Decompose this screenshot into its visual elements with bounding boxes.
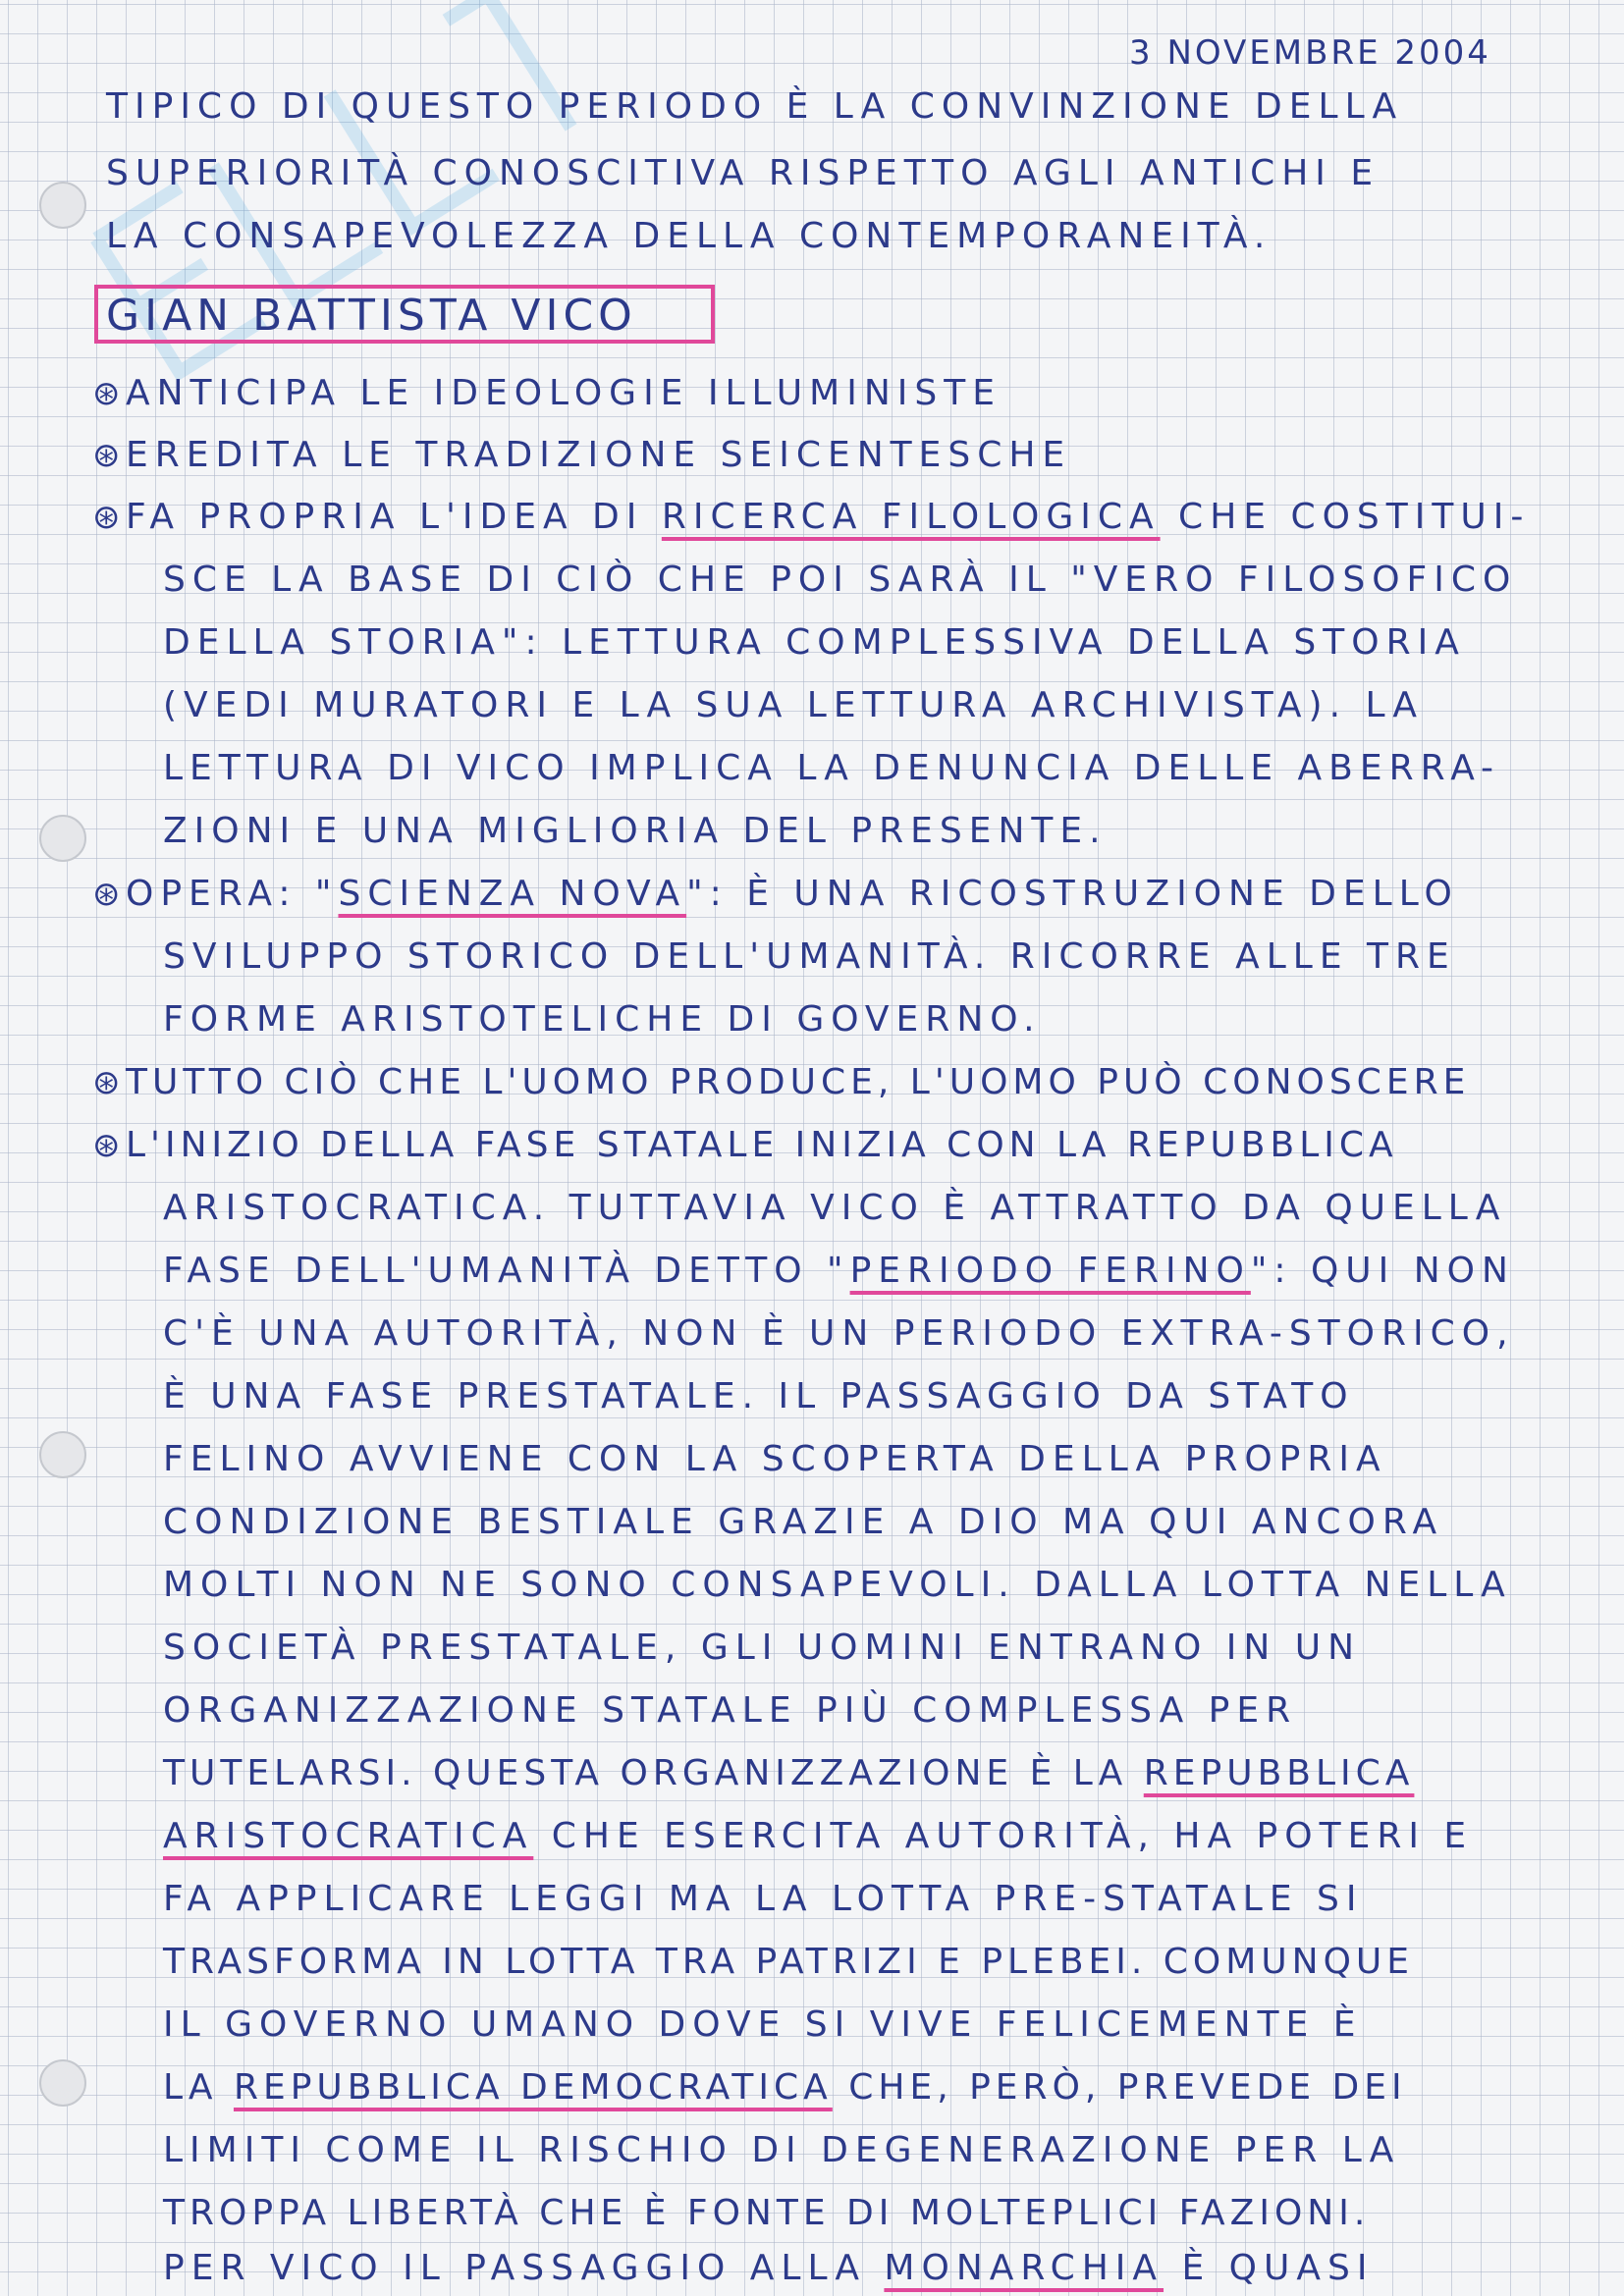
bullet-line: ⊛ TUTTO CIÒ CHE L'UOMO PRODUCE, L'UOMO PUÒ CONOSCERE bbox=[92, 1062, 1471, 1102]
text-line: (VEDI MURATORI E LA SUA LETTURA ARCHIVISTA). LA bbox=[163, 685, 1424, 725]
text-line: PER VICO IL PASSAGGIO ALLA MONARCHIA È QUASI bbox=[163, 2248, 1375, 2288]
asterisk-bullet-icon: ⊛ bbox=[92, 875, 121, 914]
text-line: ARISTOCRATICA. TUTTAVIA VICO È ATTRATTO DA QUELLA bbox=[163, 1188, 1507, 1228]
text-line: CONDIZIONE BESTIALE GRAZIE A DIO MA QUI ANCORA bbox=[163, 1502, 1444, 1542]
text-line: ARISTOCRATICA CHE ESERCITA AUTORITÀ, HA POTERI E bbox=[163, 1816, 1474, 1856]
bullet-line: ⊛ FA PROPRIA L'IDEA DI RICERCA FILOLOGICA CHE COSTITUI- bbox=[92, 497, 1531, 537]
underlined-term: REPUBBLICA bbox=[1143, 1753, 1415, 1793]
text-line: FORME ARISTOTELICHE DI GOVERNO. bbox=[163, 999, 1042, 1040]
text-line: È UNA FASE PRESTATALE. IL PASSAGGIO DA STATO bbox=[163, 1376, 1355, 1416]
underlined-term: MONARCHIA bbox=[884, 2248, 1164, 2288]
asterisk-bullet-icon: ⊛ bbox=[92, 498, 121, 537]
section-heading: GIAN BATTISTA VICO bbox=[106, 291, 637, 341]
underlined-term: SCIENZA NOVA bbox=[338, 874, 687, 914]
text-line: LIMITI COME IL RISCHIO DI DEGENERAZIONE PER LA bbox=[163, 2130, 1401, 2170]
bullet-line: ⊛ L'INIZIO DELLA FASE STATALE INIZIA CON LA REPUBBLICA bbox=[92, 1125, 1398, 1165]
text-line: FASE DELL'UMANITÀ DETTO "PERIODO FERINO": QUI NON bbox=[163, 1251, 1515, 1291]
underlined-term: ARISTOCRATICA bbox=[163, 1816, 534, 1856]
text-line: TUTELARSI. QUESTA ORGANIZZAZIONE È LA REPUBBLICA bbox=[163, 1753, 1415, 1793]
bullet-line: ⊛ ANTICIPA LE IDEOLOGIE ILLUMINISTE bbox=[92, 373, 1001, 413]
text-line: FA APPLICARE LEGGI MA LA LOTTA PRE-STATALE SI bbox=[163, 1879, 1364, 1919]
intro-line: SUPERIORITÀ CONOSCITIVA RISPETTO AGLI ANTICHI E bbox=[106, 153, 1380, 193]
underlined-term: PERIODO FERINO bbox=[849, 1251, 1251, 1291]
text-line: DELLA STORIA": LETTURA COMPLESSIVA DELLA STORIA bbox=[163, 622, 1466, 663]
text-line: ZIONI E UNA MIGLIORIA DEL PRESENTE. bbox=[163, 811, 1108, 851]
asterisk-bullet-icon: ⊛ bbox=[92, 374, 121, 413]
asterisk-bullet-icon: ⊛ bbox=[92, 1063, 121, 1102]
text-line: IL GOVERNO UMANO DOVE SI VIVE FELICEMENTE È bbox=[163, 2004, 1363, 2045]
note-date: 3 NOVEMBRE 2004 bbox=[1129, 33, 1491, 73]
text-line: SOCIETÀ PRESTATALE, GLI UOMINI ENTRANO IN UN bbox=[163, 1628, 1362, 1668]
text-line: LETTURA DI VICO IMPLICA LA DENUNCIA DELLE ABERRA- bbox=[163, 748, 1501, 788]
text-line: FELINO AVVIENE CON LA SCOPERTA DELLA PROPRIA bbox=[163, 1439, 1387, 1479]
bullet-line: ⊛ EREDITA LE TRADIZIONE SEICENTESCHE bbox=[92, 435, 1072, 475]
text-line: C'È UNA AUTORITÀ, NON È UN PERIODO EXTRA-STORICO, bbox=[163, 1313, 1515, 1354]
punch-hole bbox=[39, 2059, 86, 2107]
text-line: SCE LA BASE DI CIÒ CHE POI SARÀ IL "VERO FILOSOFICO bbox=[163, 560, 1518, 600]
text-line: TRASFORMA IN LOTTA TRA PATRIZI E PLEBEI. COMUNQUE bbox=[163, 1942, 1415, 1982]
underlined-term: REPUBBLICA DEMOCRATICA bbox=[233, 2067, 833, 2108]
text-line: LA REPUBBLICA DEMOCRATICA CHE, PERÒ, PREVEDE DEI bbox=[163, 2067, 1407, 2108]
text-line: TROPPA LIBERTÀ CHE È FONTE DI MOLTEPLICI FAZIONI. bbox=[163, 2193, 1371, 2233]
punch-hole bbox=[39, 182, 86, 229]
intro-line: LA CONSAPEVOLEZZA DELLA CONTEMPORANEITÀ. bbox=[106, 216, 1272, 256]
asterisk-bullet-icon: ⊛ bbox=[92, 436, 121, 475]
asterisk-bullet-icon: ⊛ bbox=[92, 1126, 121, 1165]
text-line: SVILUPPO STORICO DELL'UMANITÀ. RICORRE ALLE TRE bbox=[163, 936, 1456, 977]
intro-line: TIPICO DI QUESTO PERIODO È LA CONVINZIONE DELLA bbox=[106, 86, 1404, 127]
punch-hole bbox=[39, 815, 86, 862]
underlined-term: RICERCA FILOLOGICA bbox=[661, 497, 1161, 537]
text-line: ORGANIZZAZIONE STATALE PIÙ COMPLESSA PER bbox=[163, 1690, 1298, 1731]
text-line: MOLTI NON NE SONO CONSAPEVOLI. DALLA LOTTA NELLA bbox=[163, 1565, 1512, 1605]
punch-hole bbox=[39, 1431, 86, 1478]
bullet-line: ⊛ OPERA: "SCIENZA NOVA": È UNA RICOSTRUZIONE DELLO bbox=[92, 874, 1459, 914]
